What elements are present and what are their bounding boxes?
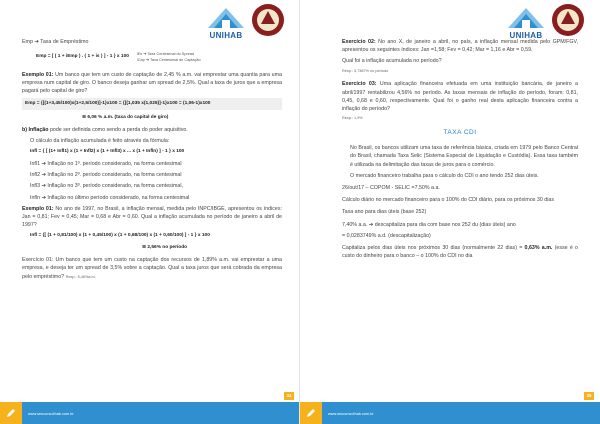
legend-captation: iCap ➔ Taxa Centesimal de Captação [136,58,201,63]
definition-2: Infl2 ➔ Inflação no 2º. período considerado, na forma centesimal [30,172,182,179]
page-number: 34 [284,392,294,400]
spread-legend [137,51,201,64]
legend-spread: iEs ➔ Taxa Centesimal do Spread [136,51,195,56]
pencil-icon [6,408,16,418]
exercise-02-question: Qual foi a inflação acumulada no período? [342,58,442,65]
cdi-cap-note: (esse é o custo do dinheiro para o banco – o 100% do CDI no dia [342,245,578,260]
exercise-03-answer: Resp.: 1,9% [342,116,363,121]
exercise-02-answer: Resp.: 3,7387% no período [342,68,389,73]
inflation-text: pode ser definida como sendo a perda do poder aquisitivo. [48,127,188,134]
seal-logo [548,2,592,40]
cdi-capitalization [342,244,578,260]
exercise-01 [22,256,282,281]
cdi-section-title: TAXA CDI [443,129,477,137]
unihab-logo [204,2,248,40]
seal-icon [548,2,588,38]
spread-formula: Emp = [ ( 1 + iEmp ) . ( 1 + is ) ] - 1 } x 100 [36,54,129,60]
footer-website-link[interactable]: www.seucurso4hab.com.br [328,412,374,416]
example-01b-formula: Infl = {[ (1 + 0,81/100) x (1 + 0,45/100) x (1 + 0,68/100) x (1 + 0,60/100) ] - 1 } x 100 [30,233,210,239]
emp-definition: Emp ➔ Taxa de Empréstimo [22,39,89,45]
exercise-02-text: No ano X, de janeiro a abril, no país, a inflação mensal medida pelo GPM/FGV, apresentou os seguintes índices: Jan =1,58; Fev = 0,42; Mar = 1,16 e Abr = 0,59. [342,39,579,54]
unihab-logo [504,2,548,40]
exercise-01-answer: Resp.: 5,46%a.m. [65,274,96,279]
inflation-definition [22,126,282,134]
footer-accent [300,402,322,424]
exercise-03-text: Uma aplicação financeira efetuada em uma instituição bancária, de janeiro a abril/1997 rentabilizou 4,56% no período. As taxas mensais de inflação do período, foram: 0,81, 0,45, 0,68 e 0,60, respectivamente. Qual foi o ganho real desta aplicação financeira contra a inflação do período? [342,81,578,113]
accumulated-text: O cálculo da inflação acumulada é feito através da fórmula: [30,138,170,145]
spread-formula-block [28,50,282,64]
cdi-daily-rate: = 0,0283749% a.d. (descapitalização) [342,232,431,239]
seal-logo [248,2,292,40]
unihab-house-icon [204,2,248,32]
exercise-01-text: Exercício 01: Um banco que tem um custo na captação dos recursos de 1,89% a.m. vai emprestar a uma empresa, e deseja ter um spread de 3,5% sobre a captação. Qual a taxa juros que será cobrada da empresa pelo empréstimo? [22,257,282,280]
example-01b-text: No ano de 1997, no Brasil, a inflação mensal, medida pelo INPC/IBGE, apresentou os índices: Jan = 0,81; Fev = 0,45; Mar = 0,68 e Abr = 0,60. Qual a inflação acumulada no período de janeiro a abril de 1997? [22,205,282,229]
cdi-date-line: 26/out/17 – COPOM - SELIC =7,50% a.a. [342,185,440,192]
inflation-label: b) Inflação [22,127,49,134]
right-page [300,0,600,424]
accumulated-formula: Infl = { [ (1+ Infl1) x (1 + Infl2) x (1 + Infl3) x ... x (1 + Infln) ] - 1 } x 100 [30,149,185,155]
cdi-base: Taxa ano para dias úteis (base 252) [342,209,427,216]
definition-1: Infl1 ➔ Inflação no 1º. período considerado, na forma centesimal [30,160,182,167]
cdi-paragraph-1: No Brasil, os bancos utilizam uma taxa de referência básica, criada em 1979 pelo Banco Central do Brasil, chamada Taxa Selic (Sistema Especial de Liquidação e Custódia). Essa taxa também é utilizada na delimitação das taxas de juros para o comércio. [350,145,578,168]
page-number: 35 [584,392,594,400]
unihab-logo-text: UNIHAB [209,31,243,40]
footer-accent [0,402,22,424]
pencil-icon [306,408,316,418]
exercise-02-label: Exercício 02: [342,39,376,45]
left-content [22,38,282,390]
unihab-house-icon [504,2,548,32]
cdi-rate: 7,40% a.a. ➔ descapitaliza para dia com base nos 252 du (dias úteis) ano [342,221,516,228]
exercise-02 [342,38,578,54]
example-01-spread [22,71,282,96]
example-01-formula: Emp = {[(1+3,45/100)x(1+2,5/100)]-1}x100 = {[(1,035 x(1,025)]-1}x100 = (1,06-1)x100 [22,98,282,109]
example-01-label: Exemplo 01: [22,71,54,78]
cdi-calculation: Cálculo diário no mercado financeiro para o 100% do CDI diário, para os próximos 30 dias [342,197,554,204]
example-01b-label: Exemplo 01: [22,205,54,212]
right-content [342,38,578,390]
exercise-03 [342,80,578,113]
definition-n: Infln ➔ Inflação no último período considerado, na forma centesimal [30,194,190,201]
example-01-inflation [22,205,282,230]
exercise-03-label: Exercício 03: [342,81,377,88]
example-01-text: Um banco que tem um custo de captação de 2,45 % a.m. vai emprestar uma quantia para uma empresa num capital de giro. O banco deseja ganhar um spread de 2,5%. Qual a taxa de juros que a empresa pagará pelo capital de giro? [22,71,282,95]
definition-3: Infl3 ➔ Inflação no 3º. período considerado, na forma centesimal, [30,183,184,190]
cdi-paragraph-2: O mercado financeiro trabalha para o cálculo do CDI o ano tendo 252 dias úteis. [350,172,539,179]
footer-website-link[interactable]: www.seucurso4hab.com.br [28,412,74,416]
example-01b-result: ≅ 2,56% no período [142,244,188,250]
cdi-cap-value: 0,63% a.m. [524,245,553,252]
seal-icon [248,2,288,38]
unihab-logo-text: UNIHAB [509,31,543,40]
example-01-result: ≅ 6,06 % a.m. (taxa do capital de giro) [82,114,169,120]
cdi-cap-text: Capitaliza pelos dias úteis nos próximos 30 dias (normalmente 22 dias) = [342,245,525,252]
